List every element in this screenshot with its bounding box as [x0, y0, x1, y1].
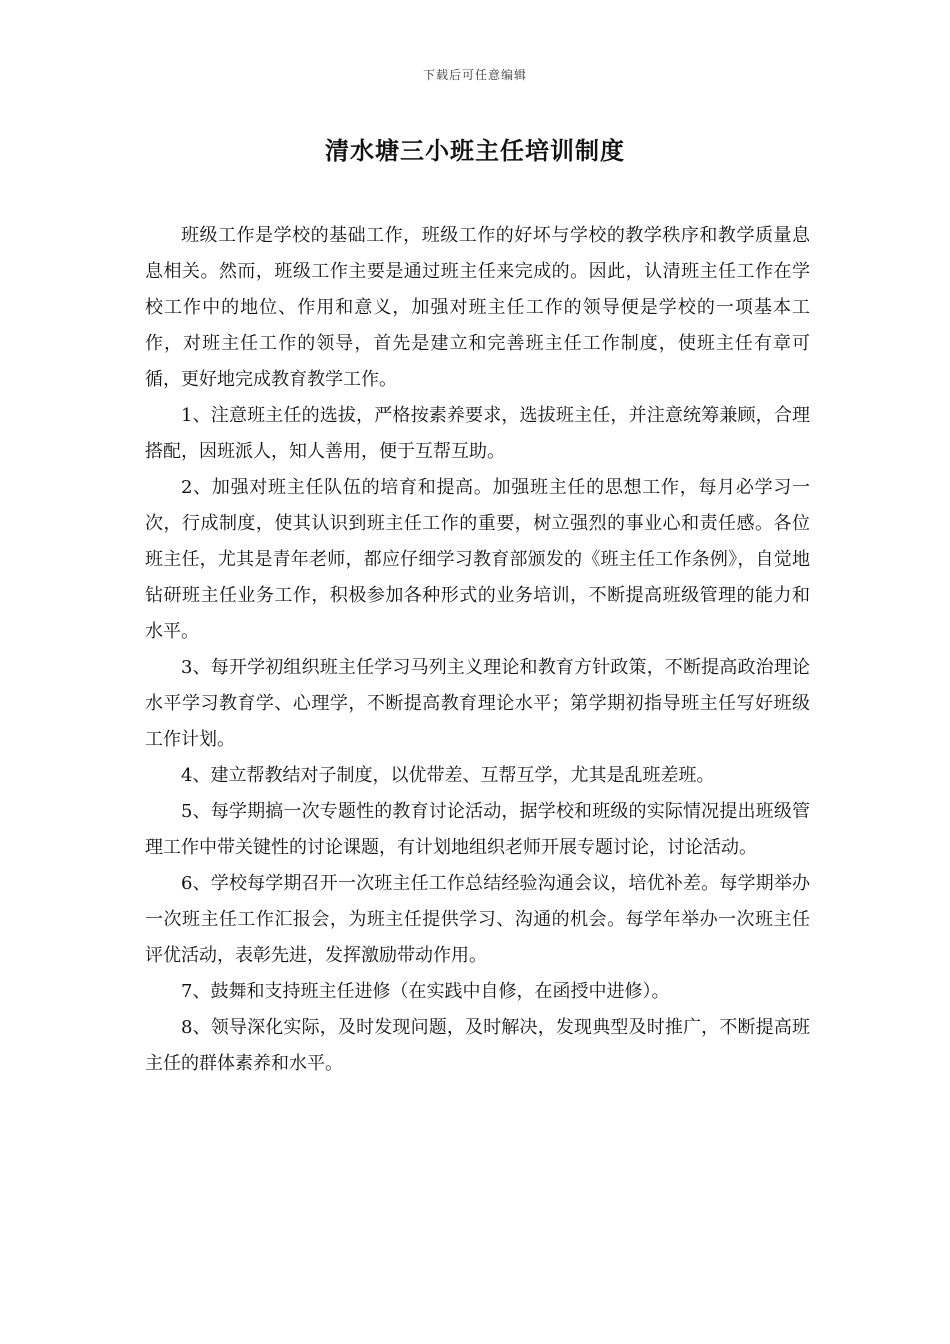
- intro-paragraph: 班级工作是学校的基础工作，班级工作的好坏与学校的教学秩序和教学质量息息相关。然而，班级工作主要是通过班主任来完成的。因此，认清班主任工作在学校工作中的地位、作用和意义，加强对班主任工作的领导便是学校的一项基本工作，对班主任工作的领导，首先是建立和完善班主任工作制度，使班主任有章可循，更好地完成教育教学工作。: [145, 225, 810, 390]
- rule-paragraph-6: 6、学校每学期召开一次班主任工作总结经验沟通会议，培优补差。每学期举办一次班主任工作汇报会，为班主任提供学习、沟通的机会。每学年举办一次班主任评优活动，表彰先进，发挥激励带动作用。: [145, 873, 810, 966]
- header-note: 下载后可任意编辑: [422, 68, 527, 82]
- rule-paragraph-4: 4、建立帮教结对子制度，以优带差、互帮互学，尤其是乱班差班。: [181, 765, 715, 786]
- rule-paragraph-8: 8、领导深化实际，及时发现问题，及时解决，发现典型及时推广，不断提高班主任的群体素养和水平。: [145, 1017, 810, 1074]
- rule-paragraph-2: 2、加强对班主任队伍的培育和提高。加强班主任的思想工作，每月必学习一次，行成制度，使其认识到班主任工作的重要，树立强烈的事业心和责任感。各位班主任，尤其是青年老师，都应仔细学习教育部颁发的《班主任工作条例》，自觉地钻研班主任业务工作，积极参加各种形式的业务培训，不断提高班级管理的能力和水平。: [145, 477, 810, 642]
- rule-paragraph-3: 3、每开学初组织班主任学习马列主义理论和教育方针政策，不断提高政治理论水平学习教育学、心理学，不断提高教育理论水平；第学期初指导班主任写好班级工作计划。: [145, 657, 810, 750]
- rule-paragraph-1: 1、注意班主任的选拔，严格按素养要求，选拔班主任，并注意统筹兼顾，合理搭配，因班派人，知人善用，便于互帮互助。: [145, 405, 810, 462]
- rule-paragraph-5: 5、每学期搞一次专题性的教育讨论活动，据学校和班级的实际情况提出班级管理工作中带关键性的讨论课题，有计划地组织老师开展专题讨论，讨论活动。: [145, 801, 810, 858]
- rule-paragraph-7: 7、鼓舞和支持班主任进修（在实践中自修，在函授中进修）。: [181, 981, 670, 1002]
- document-title: 清水塘三小班主任培训制度: [325, 137, 625, 165]
- document-body: [145, 218, 810, 1082]
